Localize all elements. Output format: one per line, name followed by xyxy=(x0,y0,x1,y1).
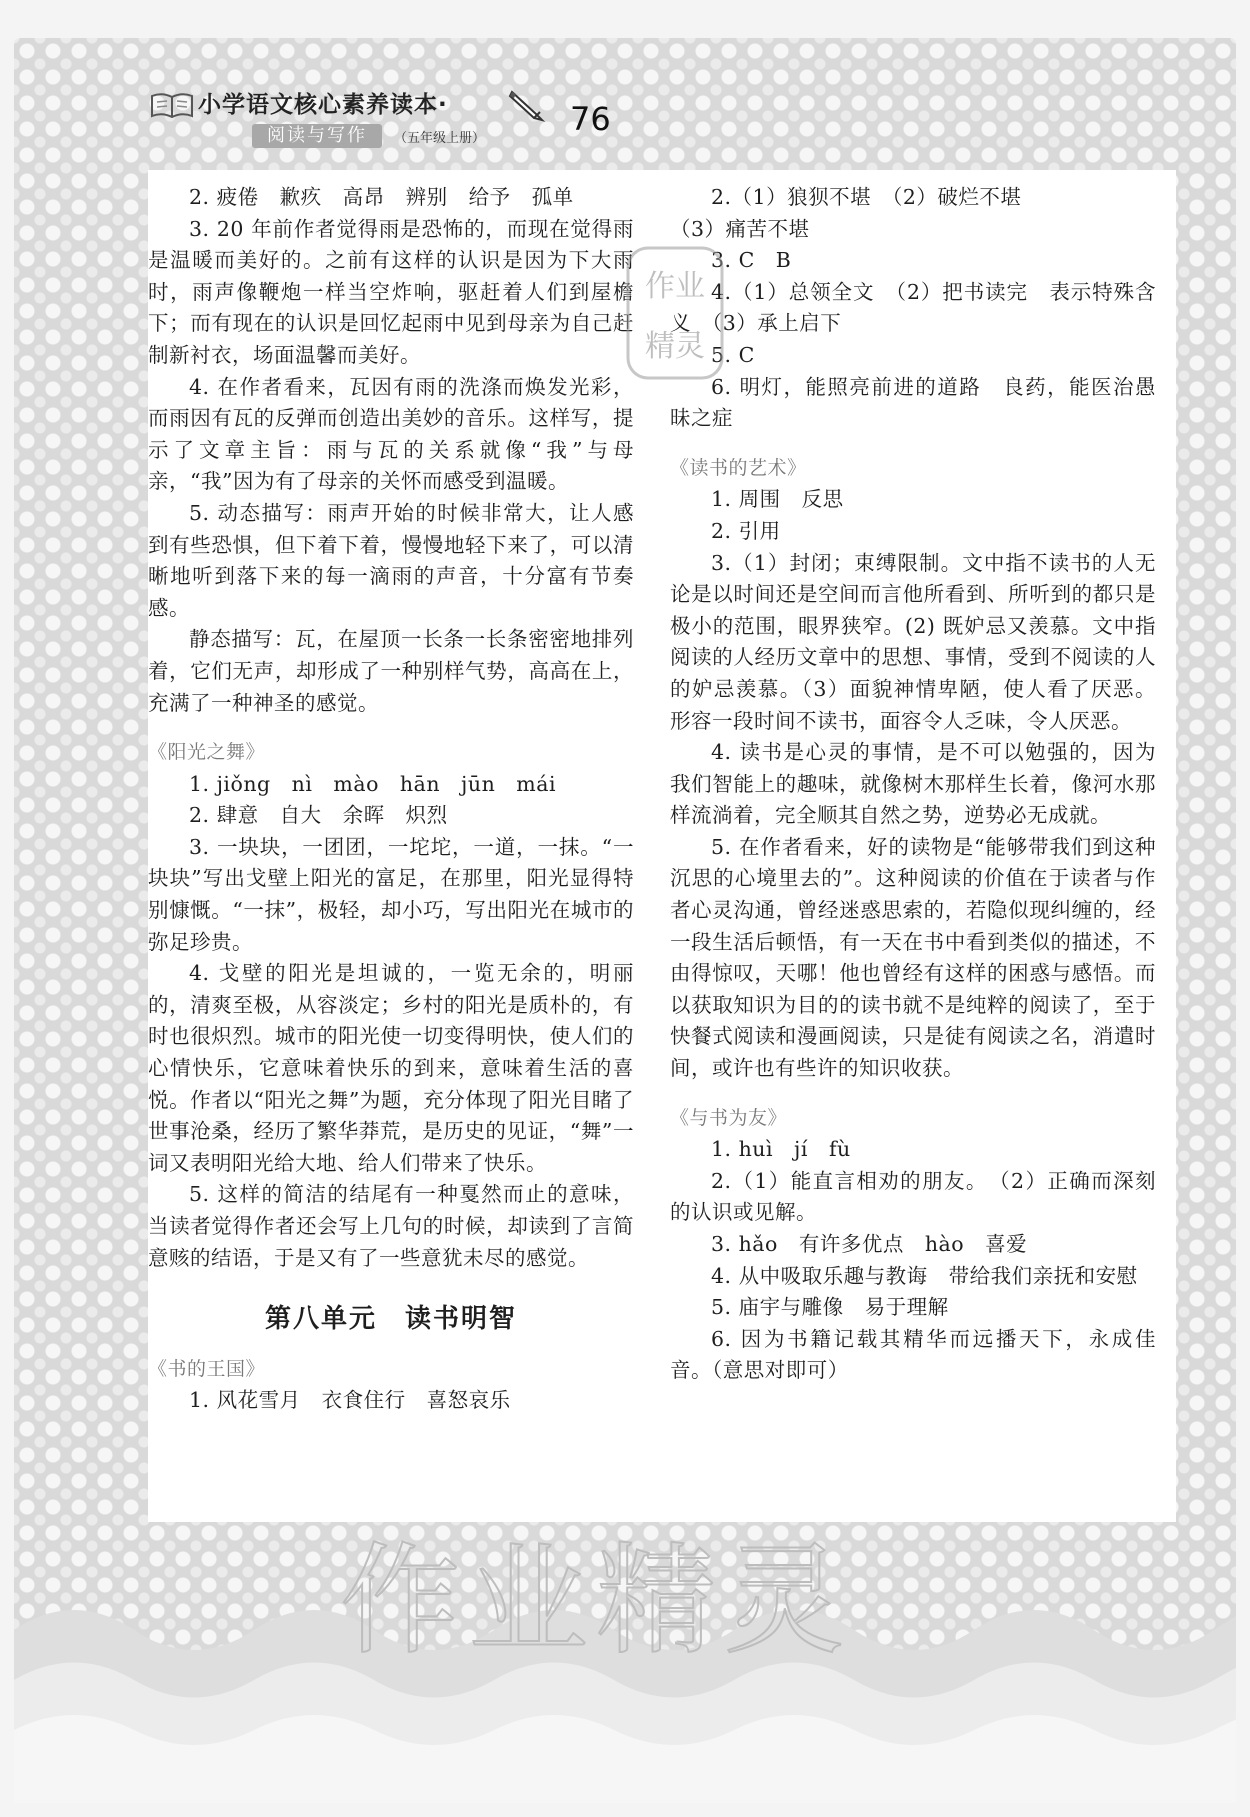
answer-line: 2. 肆意 自大 余晖 炽烈 xyxy=(189,803,448,828)
stamp-text-bottom: 精灵 xyxy=(645,329,705,364)
answer-line: 4. 戈壁的阳光是坦诚的，一览无余的，明丽的，清爽至极，从容淡定；乡村的阳光是质朴的，有时也很炽烈。城市的阳光使一切变得明快，使人们的心情快乐，它意味着快乐的到来，意味着生活的喜悦。作者以“阳光之舞”为题，充分体现了阳光目睹了世事沧桑，经历了繁华莽荒，是历史的见证，“舞”一词又表明阳光给大地、给人们带来了快乐。 xyxy=(148,961,634,1175)
section-heading: 《与书为友》 xyxy=(670,1106,788,1129)
answer-line: 2.（1）狼狈不堪 （2）破烂不堪 xyxy=(711,185,1022,209)
answer-line: 3. hǎo 有许多优点 hào 喜爱 xyxy=(711,1232,1028,1256)
answer-line: 4. 读书是心灵的事情，是不可以勉强的，因为我们智能上的趣味，就像树木那样生长着，像河水那样流淌着，完全顺其自然之势，逆势必无成就。 xyxy=(670,740,1156,828)
grade-label: （五年级上册） xyxy=(394,131,486,146)
watermark-stamp xyxy=(620,238,730,388)
answer-line: 3. 20 年前作者觉得雨是恐怖的，而现在觉得雨是温暖而美好的。之前有这样的认识是因为下大雨时，雨声像鞭炮一样当空炸响，驱赶着人们到屋檐下；而有现在的认识是回忆起雨中见到母亲为自己赶制新衬衣，场面温馨而美好。 xyxy=(148,216,634,367)
answer-line: 6. 明灯，能照亮前进的道路 良药，能医治愚昧之症 xyxy=(670,374,1156,431)
left-column xyxy=(148,182,634,1417)
answer-line: 1. 风花雪月 衣食住行 喜怒哀乐 xyxy=(189,1388,511,1413)
answer-line: 5. 在作者看来，好的读物是“能够带我们到这种沉思的心境里去的”。这种阅读的价值在于读者与作者心灵沟通，曾经迷惑思索的，若隐似现纠缠的，经一段生活后顿悟，有一天在书中看到类似的描述，不由得惊叹，天哪！他也曾经有这样的困惑与感悟。而以获取知识为目的的读书就不是纯粹的阅读了，至于快餐式阅读和漫画阅读，只是徒有阅读之名，消遣时间，或许也有些许的知识收获。 xyxy=(670,834,1156,1081)
book-title: 小学语文核心素养读本· xyxy=(198,92,448,118)
answer-line: 5. 庙宇与雕像 易于理解 xyxy=(711,1295,949,1320)
answer-line: 2. 疲倦 歉疚 高昂 辨别 给予 孤单 xyxy=(189,185,574,209)
book-icon xyxy=(150,92,194,118)
answer-line: 6. 因为书籍记载其精华而远播天下，永成佳音。（意思对即可） xyxy=(670,1326,1156,1383)
answer-line: 3. 一块块，一团团，一坨坨，一道，一抹。“一块块”写出戈壁上阳光的富足，在那里，阳光显得特别慷慨。“一抹”，极轻，却小巧，写出阳光在城市的弥足珍贵。 xyxy=(148,834,634,954)
answer-line: 静态描写：瓦，在屋顶一长条一长条密密地排列着，它们无声，却形成了一种别样气势，高高在上，充满了一种神圣的感觉。 xyxy=(148,627,634,715)
page-number: 76 xyxy=(570,100,611,138)
series-subtitle: 阅读与写作 xyxy=(252,124,382,148)
answer-line: 3.（1）封闭；束缚限制。文中指不读书的人无论是以时间还是空间而言他所看到、所听到的都只是极小的范围，眼界狭窄。(2) 既妒忌又羡慕。文中指阅读的人经历文章中的思想、事情，受到不阅读的人的妒忌羡慕。（3）面貌神情卑陋，使人看了厌恶。形容一段时间不读书，面容令人乏味，令人厌恶。 xyxy=(670,550,1156,733)
answer-line: 4. 从中吸取乐趣与教诲 带给我们亲抚和安慰 xyxy=(711,1263,1138,1288)
answer-line: 1. 周围 反思 xyxy=(711,487,844,512)
section-heading: 《阳光之舞》 xyxy=(148,741,266,764)
stamp-text-top: 作业 xyxy=(645,269,705,304)
section-heading: 《读书的艺术》 xyxy=(670,456,807,479)
answer-line: 2.（1）能直言相劝的朋友。 （2）正确而深刻的认识或见解。 xyxy=(670,1168,1156,1225)
right-column xyxy=(670,182,1156,1387)
answer-line: 1. jiǒng nì mào hān jūn mái xyxy=(189,771,557,796)
unit-heading: 第八单元 读书明智 xyxy=(264,1304,517,1335)
answer-line: 3. C B xyxy=(711,248,792,273)
pencil-icon xyxy=(506,84,546,124)
answer-line: 4. 在作者看来，瓦因有雨的洗涤而焕发光彩，而雨因有瓦的反弹而创造出美妙的音乐。这样写，提示了文章主旨：雨与瓦的关系就像“我”与母亲，“我”因为有了母亲的关怀而感受到温暖。 xyxy=(148,374,634,494)
answer-line: 2. 引用 xyxy=(711,518,781,543)
answer-line: 5. 动态描写：雨声开始的时候非常大，让人感到有些恐惧，但下着下着，慢慢地轻下来了，可以清晰地听到落下来的每一滴雨的声音，十分富有节奏感。 xyxy=(148,500,634,620)
answer-line: （3）痛苦不堪 xyxy=(670,216,810,241)
section-heading: 《书的王国》 xyxy=(148,1357,266,1380)
answer-line: 5. C xyxy=(711,342,755,367)
footer-watermark: 作业精灵 xyxy=(340,1532,852,1671)
answer-line: 5. 这样的简洁的结尾有一种戛然而止的意味，当读者觉得作者还会写上几句的时候，却读到了言简意赅的结语，于是又有了一些意犹未尽的感觉。 xyxy=(148,1182,634,1270)
answer-line: 1. huì jí fù xyxy=(711,1137,851,1162)
answer-line: 4.（1）总领全文 （2）把书读完 表示特殊含义 （3）承上启下 xyxy=(670,279,1156,336)
